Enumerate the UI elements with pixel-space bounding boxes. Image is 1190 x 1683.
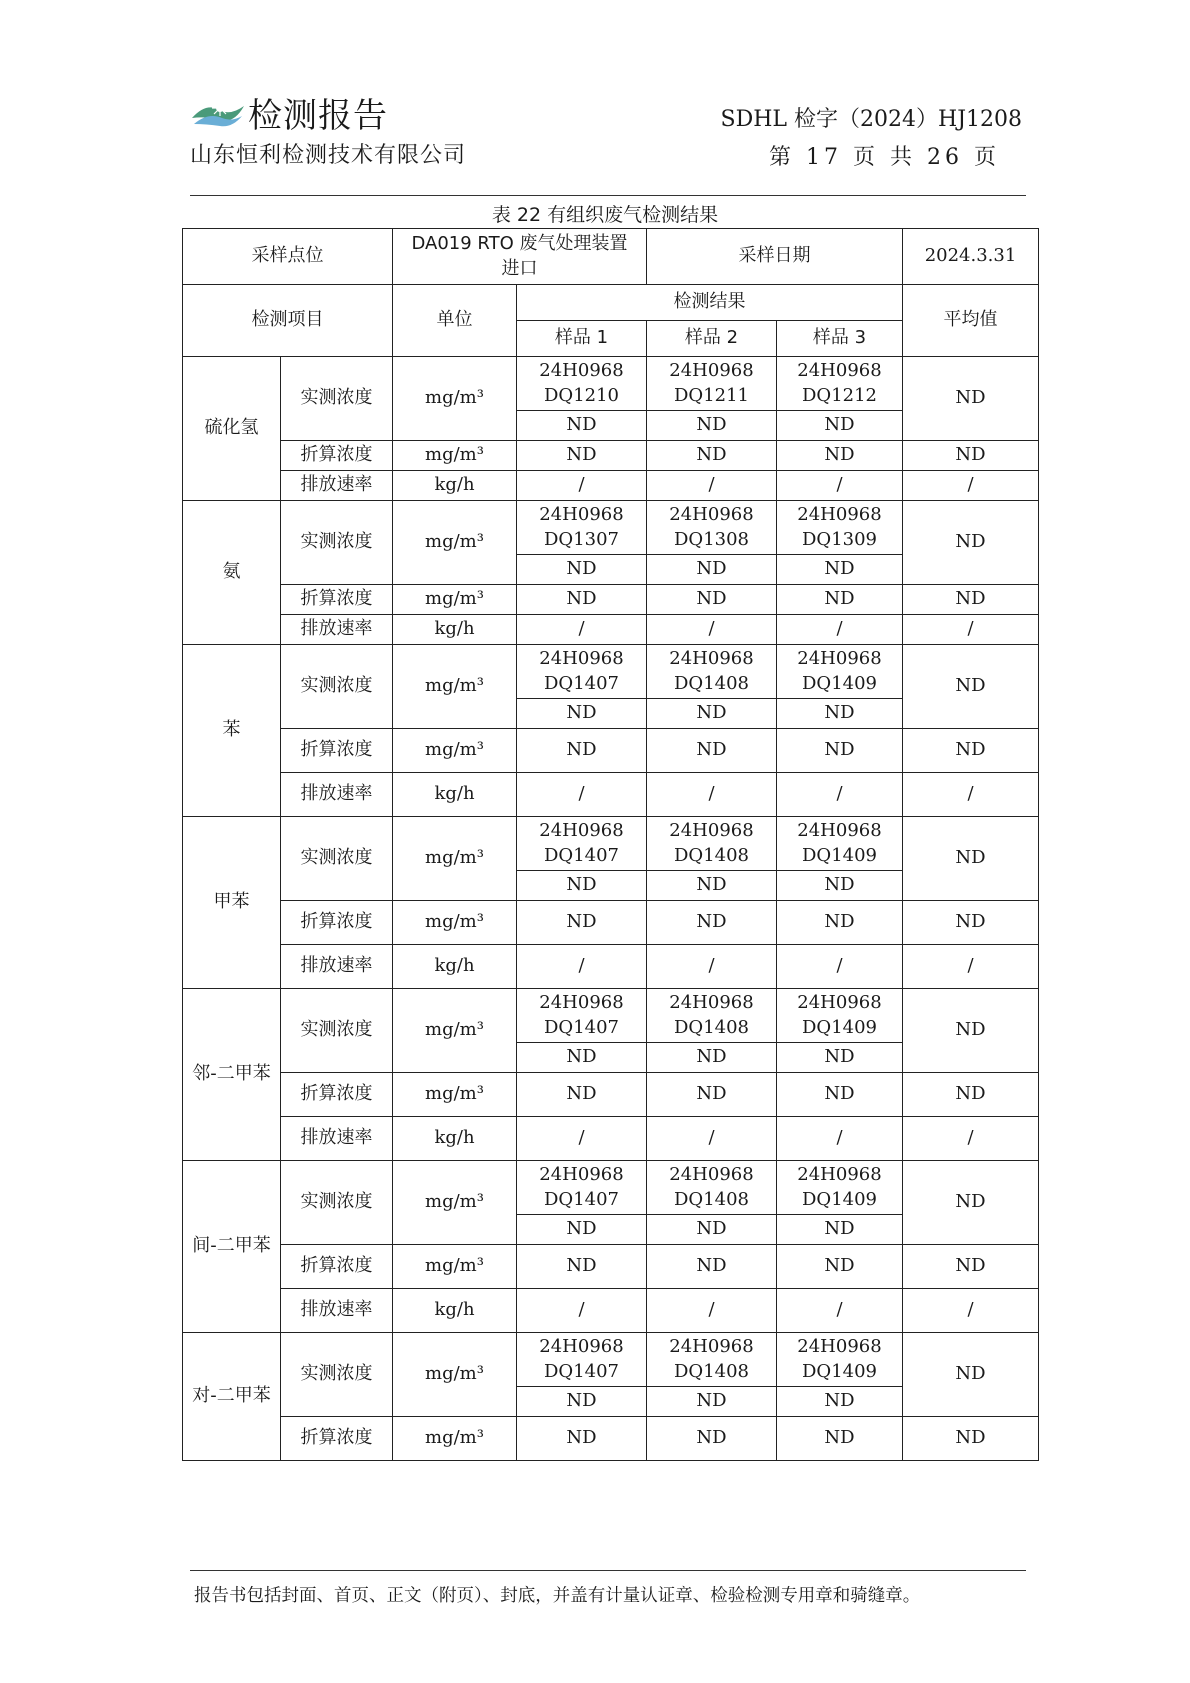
rate-unit: kg/h [393,615,517,645]
measured-value-cell: ND [777,555,903,585]
rate-value-cell: / [517,773,647,817]
rate-value-cell: / [517,471,647,501]
converted-row [183,1417,1039,1461]
converted-label: 折算浓度 [281,1417,393,1461]
rate-value-cell: / [777,1289,903,1333]
substance-name: 苯 [183,645,281,817]
measured-value-cell: ND [517,555,647,585]
rate-unit: kg/h [393,945,517,989]
converted-row [183,1245,1039,1289]
measured-average: ND [903,501,1039,585]
measured-value-cell: ND [777,699,903,729]
sample3-header: 样品 3 [777,321,903,357]
sample-id-cell: 24H0968 DQ1307 [517,501,647,555]
measured-id-row [183,1333,1039,1387]
rate-value-cell: / [647,945,777,989]
date-value: 2024.3.31 [903,229,1039,285]
converted-value-cell: ND [647,729,777,773]
rate-average: / [903,1289,1039,1333]
measured-value-cell: ND [517,1043,647,1073]
sample2-header: 样品 2 [647,321,777,357]
converted-unit: mg/m³ [393,1417,517,1461]
sample-id-cell: 24H0968 DQ1211 [647,357,777,411]
sample-id-cell: 24H0968 DQ1409 [777,645,903,699]
measured-value-cell: ND [517,1215,647,1245]
header-divider [190,195,1026,196]
sample-id-cell: 24H0968 DQ1212 [777,357,903,411]
rate-row [183,1117,1039,1161]
sample-id-cell: 24H0968 DQ1408 [647,989,777,1043]
unit-header: 单位 [393,285,517,357]
measured-label: 实测浓度 [281,817,393,901]
rate-row [183,773,1039,817]
measured-average: ND [903,817,1039,901]
converted-value-cell: ND [647,1073,777,1117]
converted-value-cell: ND [517,1073,647,1117]
measured-value-cell: ND [517,411,647,441]
measured-unit: mg/m³ [393,501,517,585]
converted-value-cell: ND [777,441,903,471]
rate-unit: kg/h [393,1117,517,1161]
rate-average: / [903,945,1039,989]
measured-unit: mg/m³ [393,989,517,1073]
converted-row [183,729,1039,773]
measured-value-cell: ND [777,1043,903,1073]
converted-row [183,441,1039,471]
footer-note: 报告书包括封面、首页、正文（附页）、封底，并盖有计量认证章、检验检测专用章和骑缝章。 [194,1586,921,1606]
sample-id-cell: 24H0968 DQ1408 [647,1161,777,1215]
converted-unit: mg/m³ [393,441,517,471]
measured-average: ND [903,1333,1039,1417]
rate-unit: kg/h [393,471,517,501]
converted-unit: mg/m³ [393,1245,517,1289]
rate-unit: kg/h [393,773,517,817]
measured-id-row [183,357,1039,411]
converted-value-cell: ND [777,1245,903,1289]
converted-value-cell: ND [517,441,647,471]
rate-value-cell: / [777,471,903,501]
rate-average: / [903,773,1039,817]
rate-row [183,945,1039,989]
converted-value-cell: ND [517,901,647,945]
converted-value-cell: ND [517,1245,647,1289]
converted-unit: mg/m³ [393,585,517,615]
measured-average: ND [903,645,1039,729]
measured-value-cell: ND [647,555,777,585]
converted-unit: mg/m³ [393,729,517,773]
rate-row [183,471,1039,501]
sample-id-cell: 24H0968 DQ1409 [777,989,903,1043]
sample-id-cell: 24H0968 DQ1407 [517,645,647,699]
sample-id-cell: 24H0968 DQ1409 [777,1161,903,1215]
measured-label: 实测浓度 [281,989,393,1073]
sample-id-cell: 24H0968 DQ1309 [777,501,903,555]
rate-average: / [903,615,1039,645]
substance-name: 硫化氢 [183,357,281,501]
measured-unit: mg/m³ [393,645,517,729]
sample1-header: 样品 1 [517,321,647,357]
rate-label: 排放速率 [281,1289,393,1333]
header-row [183,285,1039,321]
measured-value-cell: ND [647,871,777,901]
item-header: 检测项目 [183,285,393,357]
measured-id-row [183,817,1039,871]
report-header [190,92,1030,172]
substance-name: 间-二甲苯 [183,1161,281,1333]
measured-value-cell: ND [517,699,647,729]
converted-average: ND [903,729,1039,773]
rate-value-cell: / [647,773,777,817]
rate-value-cell: / [777,773,903,817]
rate-value-cell: / [647,615,777,645]
results-header: 检测结果 [517,285,903,321]
company-logo-icon [190,94,246,132]
measured-label: 实测浓度 [281,501,393,585]
converted-value-cell: ND [647,441,777,471]
converted-value-cell: ND [777,585,903,615]
measured-unit: mg/m³ [393,1161,517,1245]
converted-average: ND [903,441,1039,471]
measured-value-cell: ND [647,1043,777,1073]
point-value: DA019 RTO 废气处理装置进口 [393,229,647,285]
measured-value-cell: ND [647,1215,777,1245]
converted-label: 折算浓度 [281,585,393,615]
converted-value-cell: ND [517,729,647,773]
measured-id-row [183,645,1039,699]
sample-id-cell: 24H0968 DQ1409 [777,1333,903,1387]
average-header: 平均值 [903,285,1039,357]
converted-value-cell: ND [647,585,777,615]
rate-value-cell: / [647,471,777,501]
measured-average: ND [903,1161,1039,1245]
sample-id-cell: 24H0968 DQ1408 [647,817,777,871]
converted-label: 折算浓度 [281,1073,393,1117]
rate-label: 排放速率 [281,945,393,989]
converted-value-cell: ND [647,901,777,945]
converted-unit: mg/m³ [393,1073,517,1117]
measured-id-row [183,501,1039,555]
rate-row [183,615,1039,645]
footer-divider [190,1570,1026,1571]
measured-value-cell: ND [647,411,777,441]
sample-id-cell: 24H0968 DQ1408 [647,1333,777,1387]
measured-value-cell: ND [777,411,903,441]
measured-value-cell: ND [777,871,903,901]
measured-value-cell: ND [647,1387,777,1417]
sample-id-cell: 24H0968 DQ1407 [517,817,647,871]
converted-label: 折算浓度 [281,729,393,773]
rate-average: / [903,1117,1039,1161]
table-title: 表 22 有组织废气检测结果 [491,204,719,226]
converted-row [183,1073,1039,1117]
rate-value-cell: / [777,615,903,645]
converted-value-cell: ND [777,1417,903,1461]
rate-value-cell: / [517,615,647,645]
rate-value-cell: / [517,1289,647,1333]
measured-average: ND [903,989,1039,1073]
measured-value-cell: ND [517,871,647,901]
substance-name: 甲苯 [183,817,281,989]
measured-id-row [183,989,1039,1043]
sample-id-cell: 24H0968 DQ1407 [517,1333,647,1387]
sample-id-cell: 24H0968 DQ1210 [517,357,647,411]
measured-value-cell: ND [647,699,777,729]
date-label: 采样日期 [647,229,903,285]
sample-id-cell: 24H0968 DQ1408 [647,645,777,699]
converted-label: 折算浓度 [281,441,393,471]
measured-id-row [183,1161,1039,1215]
substance-name: 氨 [183,501,281,645]
converted-value-cell: ND [777,1073,903,1117]
rate-value-cell: / [647,1289,777,1333]
sample-id-cell: 24H0968 DQ1407 [517,989,647,1043]
measured-unit: mg/m³ [393,817,517,901]
measured-value-cell: ND [777,1387,903,1417]
measured-label: 实测浓度 [281,645,393,729]
measured-unit: mg/m³ [393,1333,517,1417]
rate-label: 排放速率 [281,615,393,645]
company-name: 山东恒利检测技术有限公司 [190,143,467,168]
converted-average: ND [903,1417,1039,1461]
converted-value-cell: ND [777,901,903,945]
meta-row [183,229,1039,285]
converted-label: 折算浓度 [281,901,393,945]
rate-value-cell: / [647,1117,777,1161]
point-label: 采样点位 [183,229,393,285]
measured-label: 实测浓度 [281,1333,393,1417]
converted-average: ND [903,1245,1039,1289]
rate-row [183,1289,1039,1333]
results-table [182,228,1039,1461]
converted-value-cell: ND [647,1245,777,1289]
substance-name: 对-二甲苯 [183,1333,281,1461]
rate-value-cell: / [777,945,903,989]
measured-average: ND [903,357,1039,441]
measured-unit: mg/m³ [393,357,517,441]
converted-value-cell: ND [517,585,647,615]
rate-value-cell: / [517,945,647,989]
rate-unit: kg/h [393,1289,517,1333]
rate-label: 排放速率 [281,1117,393,1161]
converted-value-cell: ND [777,729,903,773]
measured-label: 实测浓度 [281,1161,393,1245]
converted-average: ND [903,585,1039,615]
converted-unit: mg/m³ [393,901,517,945]
rate-average: / [903,471,1039,501]
report-number: SDHL 检字（2024）HJ1208 [720,107,1022,132]
sample-id-cell: 24H0968 DQ1308 [647,501,777,555]
converted-average: ND [903,901,1039,945]
converted-label: 折算浓度 [281,1245,393,1289]
rate-value-cell: / [517,1117,647,1161]
measured-value-cell: ND [517,1387,647,1417]
rate-label: 排放速率 [281,471,393,501]
measured-value-cell: ND [777,1215,903,1245]
converted-average: ND [903,1073,1039,1117]
page-info: 第 17 页 共 26 页 [769,145,1000,170]
substance-name: 邻-二甲苯 [183,989,281,1161]
sample-id-cell: 24H0968 DQ1407 [517,1161,647,1215]
sample-id-cell: 24H0968 DQ1409 [777,817,903,871]
converted-value-cell: ND [647,1417,777,1461]
logo-title: 检测报告 [248,96,388,136]
converted-value-cell: ND [517,1417,647,1461]
measured-label: 实测浓度 [281,357,393,441]
rate-label: 排放速率 [281,773,393,817]
rate-value-cell: / [777,1117,903,1161]
converted-row [183,901,1039,945]
converted-row [183,585,1039,615]
